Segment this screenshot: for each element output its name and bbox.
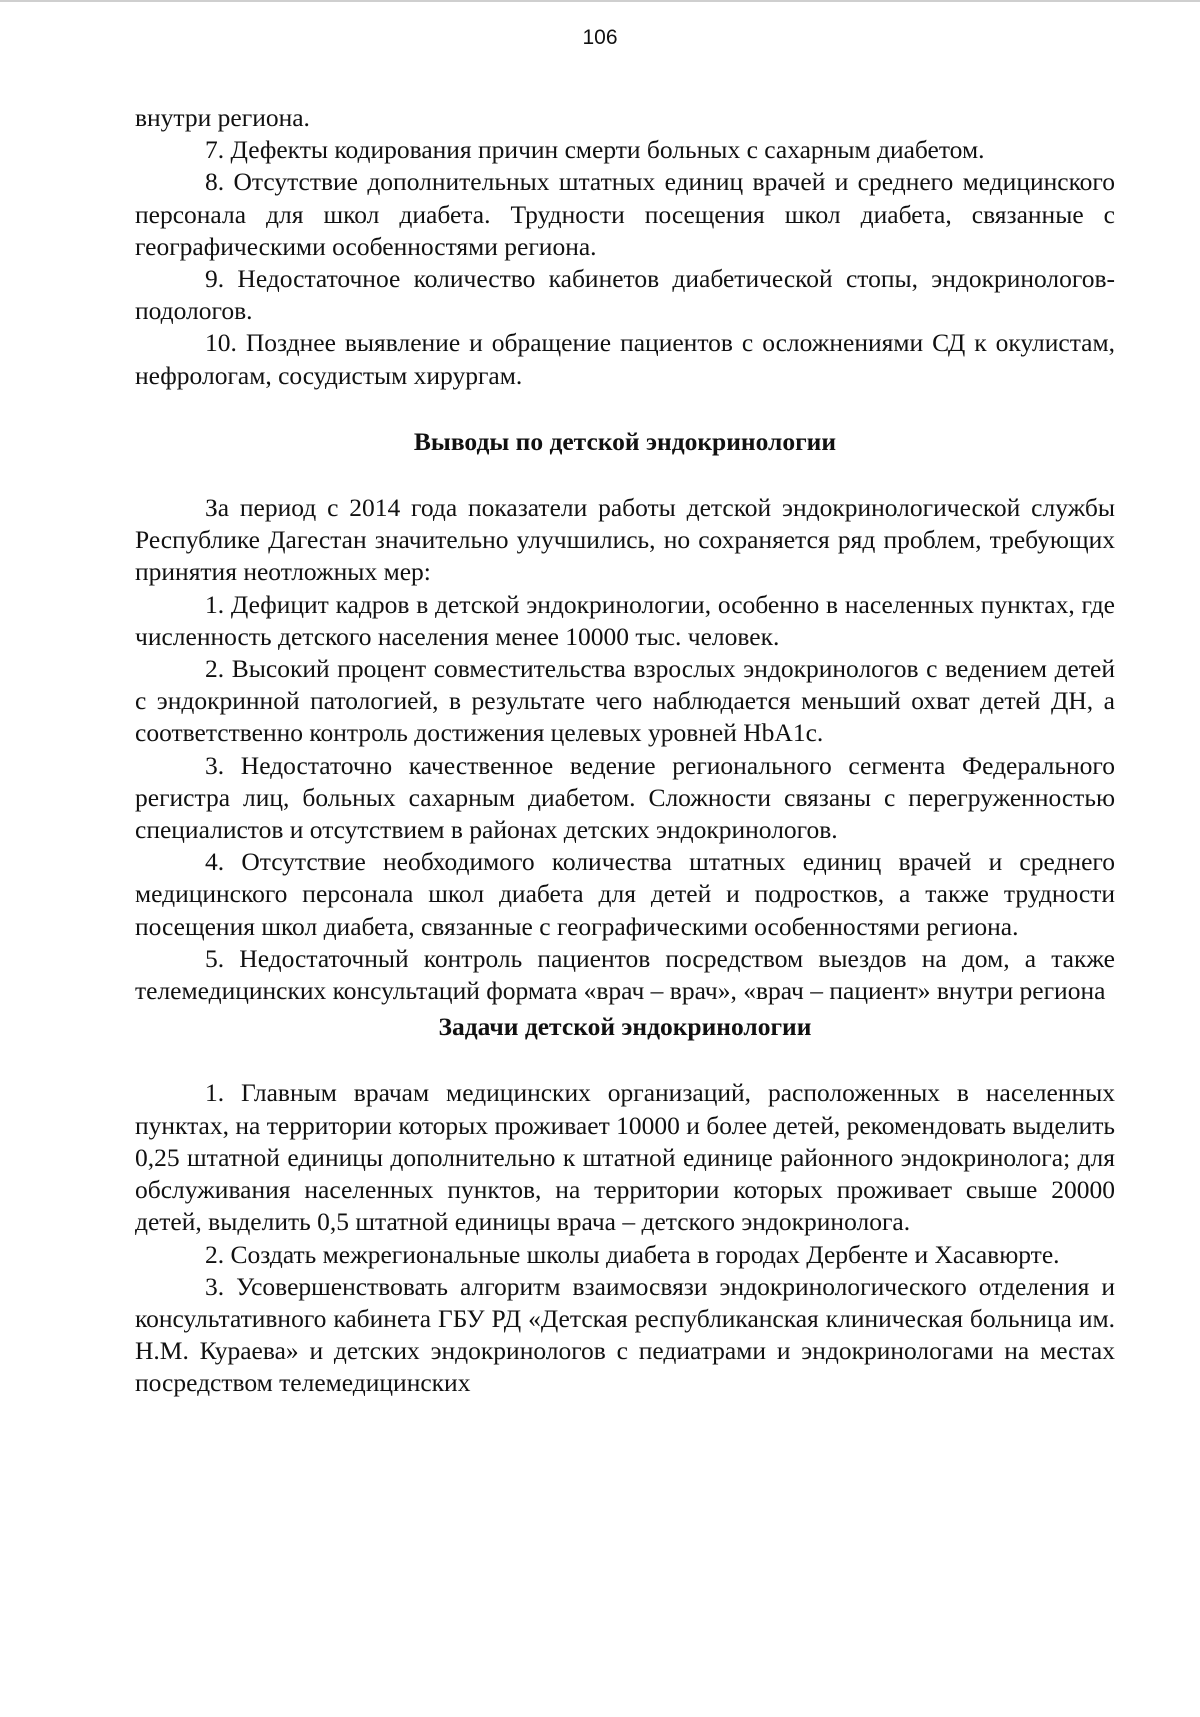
conclusion-item-4: 4. Отсутствие необходимого количества штатных единиц врачей и среднего медицинского персонала школ диабета для детей и подростков, а также трудности посещения школ диабета, связанные с географическими особенностями региона. bbox=[135, 847, 1115, 941]
list-item-9: 9. Недостаточное количество кабинетов диабетической стопы, эндокринологов-подологов. bbox=[135, 264, 1115, 326]
paragraph-continuation: внутри региона. bbox=[135, 103, 310, 132]
conclusion-item-2: 2. Высокий процент совместительства взрослых эндокринологов с ведением детей с эндокринной патологией, в результате чего наблюдается меньший охват детей ДН, а соответственно контроль достижения целевых уровней HbA1c. bbox=[135, 654, 1115, 748]
conclusion-item-5: 5. Недостаточный контроль пациентов посредством выездов на дом, а также телемедицинских консультаций формата «врач – врач», «врач – пациент» внутри региона bbox=[135, 943, 1115, 1006]
scan-edge-line bbox=[0, 0, 1200, 2]
conclusion-item-1: 1. Дефицит кадров в детской эндокринологии, особенно в населенных пунктах, где численность детского населения менее 10000 тыс. человек. bbox=[135, 589, 1115, 651]
document-body bbox=[135, 102, 1115, 1400]
list-item-7: 7. Дефекты кодирования причин смерти больных с сахарным диабетом. bbox=[205, 135, 985, 165]
conclusions-heading: Выводы по детской эндокринологии bbox=[413, 426, 837, 456]
page-number: 106 bbox=[582, 26, 618, 49]
list-item-8: 8. Отсутствие дополнительных штатных единиц врачей и среднего медицинского персонала для школ диабета. Трудности посещения школ диабета, связанные с географическими особенностями региона. bbox=[135, 167, 1115, 261]
list-item-10: 10. Позднее выявление и обращение пациентов с осложнениями СД к окулистам, нефрологам, сосудистым хирургам. bbox=[135, 328, 1115, 390]
conclusion-item-3: 3. Недостаточно качественное ведение регионального сегмента Федерального регистра лиц, больных сахарным диабетом. Сложности связаны с перегруженностью специалистов и отсутствием в районах детских эндокринологов. bbox=[135, 750, 1115, 845]
conclusions-intro: За период с 2014 года показатели работы детской эндокринологической службы Республике Дагестан значительно улучшились, но сохраняется ряд проблем, требующих принятия неотложных мер: bbox=[135, 493, 1115, 587]
task-item-2: 2. Создать межрегиональные школы диабета в городах Дербенте и Хасавюрте. bbox=[205, 1239, 1060, 1269]
tasks-heading: Задачи детской эндокринологии bbox=[438, 1012, 812, 1042]
task-item-3: 3. Усовершенствовать алгоритм взаимосвязи эндокринологического отделения и консультативного кабинета ГБУ РД «Детская республиканская клиническая больница им. Н.М. Кураева» и детских эндокринологов с педиатрами и эндокринологами на местах посредством телемедицинских bbox=[135, 1271, 1115, 1398]
task-item-1: 1. Главным врачам медицинских организаций, расположенных в населенных пунктах, на территории которых проживает 10000 и более детей, рекомендовать выделить 0,25 штатной единицы дополнительно к штатной единице районного эндокринолога; для обслуживания населенных пунктов, на территории которых проживает свыше 20000 детей, выделить 0,5 штатной единицы врача – детского эндокринолога. bbox=[135, 1078, 1115, 1237]
